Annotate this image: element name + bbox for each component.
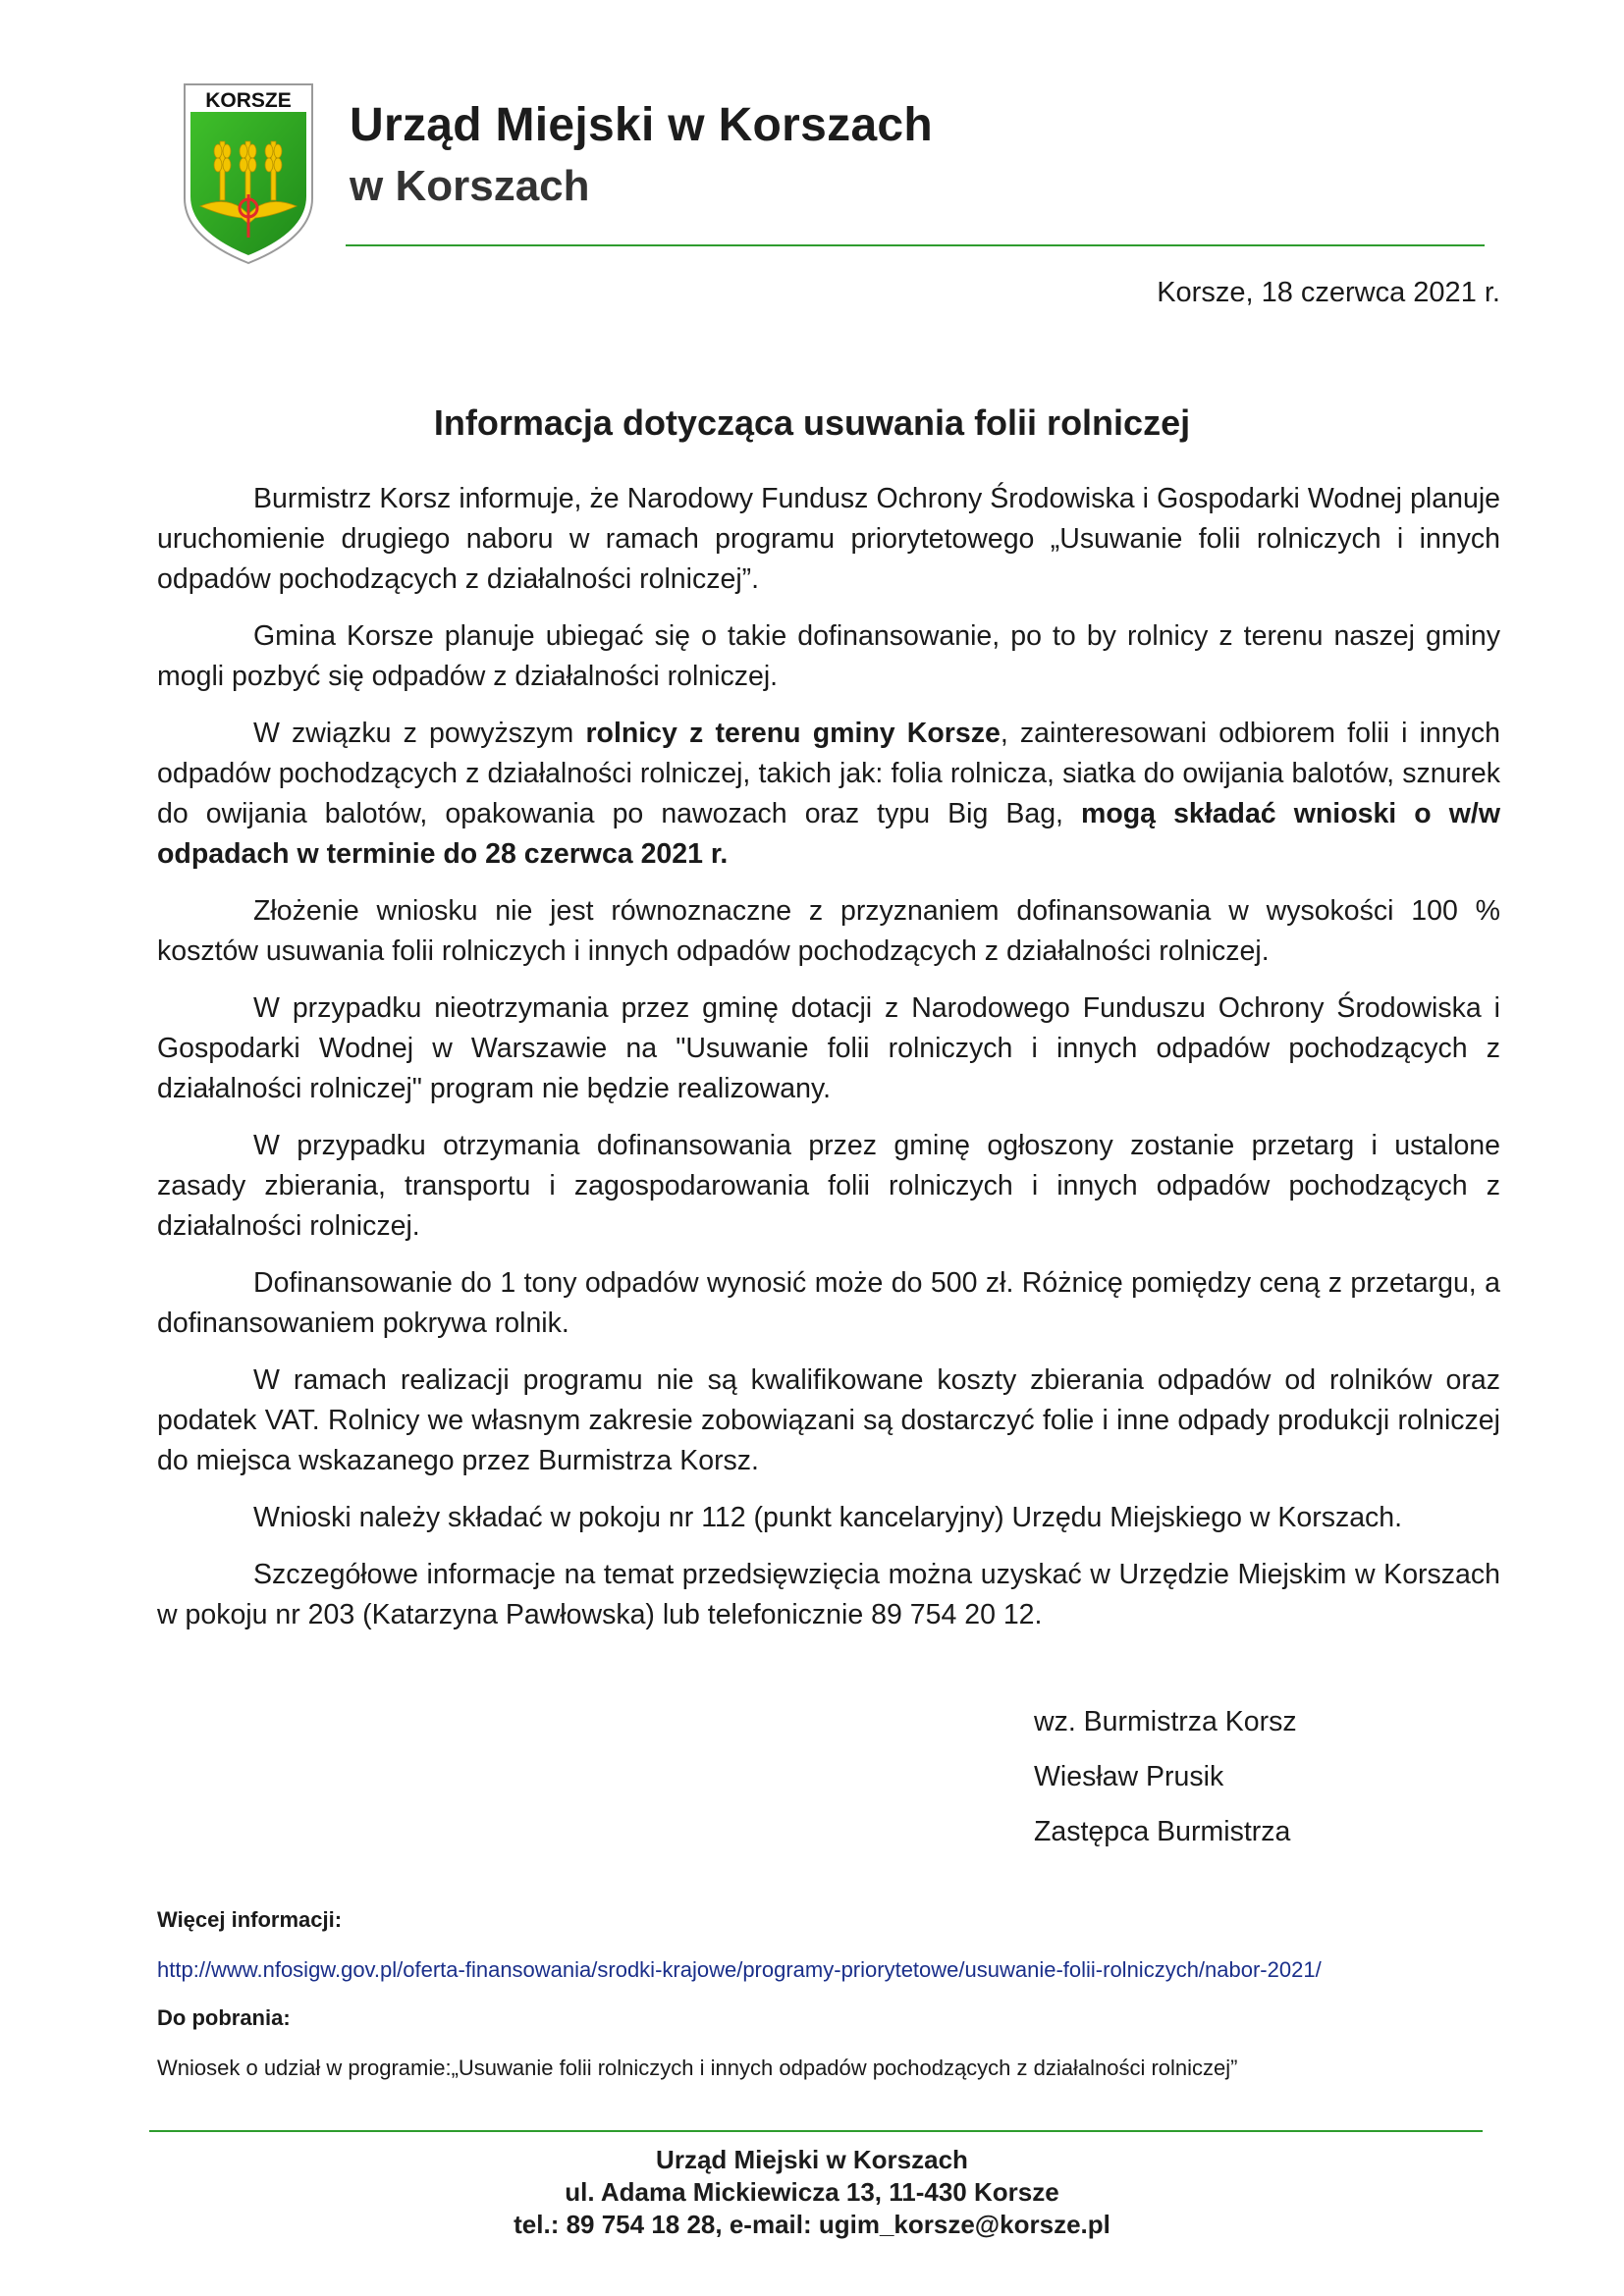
signature-name: Wiesław Prusik <box>1034 1761 1224 1792</box>
footer-office-name: Urząd Miejski w Korszach <box>656 2145 968 2174</box>
document-body <box>157 479 1500 1652</box>
more-info-label: Więcej informacji: <box>157 1907 343 1932</box>
paragraph-1: Burmistrz Korsz informuje, że Narodowy Fundusz Ochrony Środowiska i Gospodarki Wodnej planuje uruchomienie drugiego naboru w ramach programu priorytetowego „Usuwanie folii rolniczych i innych odpadów pochodzących z działalności rolniczej”. <box>157 483 1500 595</box>
paragraph-5: W przypadku nieotrzymania przez gminę dotacji z Narodowego Funduszu Ochrony Środowiska i Gospodarki Wodnej w Warszawie na "Usuwanie folii rolniczych i innych odpadów pochodzących z działalności rolniczej" program nie będzie realizowany. <box>157 992 1500 1104</box>
nfosigw-program-link[interactable]: http://www.nfosigw.gov.pl/oferta-finansowania/srodki-krajowe/programy-priorytetowe/usuwanie-folii-rolniczych/nabor-2021/ <box>157 1957 1322 1982</box>
document-date: Korsze, 18 czerwca 2021 r. <box>1157 277 1500 308</box>
header-divider <box>346 244 1485 246</box>
korsze-coat-of-arms-logo <box>181 80 316 267</box>
paragraph-7: Dofinansowanie do 1 tony odpadów wynosić może do 500 zł. Różnicę pomiędzy ceną z przetargu, a dofinansowaniem pokrywa rolnik. <box>157 1267 1500 1339</box>
paragraph-6: W przypadku otrzymania dofinansowania przez gminę ogłoszony zostanie przetarg i ustalone zasady zbierania, transportu i zagospodarowania folii rolniczych i innych odpadów pochodzących z działalności rolniczej. <box>157 1130 1500 1242</box>
logo-text: KORSZE <box>205 89 292 112</box>
paragraph-3 <box>157 714 1500 875</box>
paragraph-3-text-c: , zainteresowani odbiorem folii i innych odpadów pochodzących z działalności rolniczej, takich jak: folia rolnicza, siatka do owijania balotów, sznurek do owijania balotów, opakowania po nawozach oraz typu Big Bag, <box>157 718 1500 829</box>
paragraph-3-text-a: W związku z powyższym <box>253 718 586 749</box>
footer-divider <box>149 2130 1483 2132</box>
paragraph-8: W ramach realizacji programu nie są kwalifikowane koszty zbierania odpadów od rolników oraz podatek VAT. Rolnicy we własnym zakresie zobowiązani są dostarczyć folie i inne odpady produkcji rolniczej do miejsca wskazanego przez Burmistrza Korsz. <box>157 1364 1500 1476</box>
office-title: Urząd Miejski w Korszach <box>350 99 934 151</box>
paragraph-9: Wnioski należy składać w pokoju nr 112 (punkt kancelaryjny) Urzędu Miejskiego w Korszach. <box>253 1502 1403 1533</box>
footer-address: ul. Adama Mickiewicza 13, 11-430 Korsze <box>565 2177 1059 2207</box>
signature-line-1: wz. Burmistrza Korsz <box>1034 1706 1297 1737</box>
download-label: Do pobrania: <box>157 2005 291 2030</box>
signature-role: Zastępca Burmistrza <box>1034 1816 1291 1847</box>
paragraph-4: Złożenie wniosku nie jest równoznaczne z przyznaniem dofinansowania w wysokości 100 % kosztów usuwania folii rolniczych i innych odpadów pochodzących z działalności rolniczej. <box>157 895 1500 967</box>
paragraph-3-bold-farmers: rolnicy z terenu gminy Korsze <box>585 718 1001 749</box>
download-application-item[interactable]: Wniosek o udział w programie:„Usuwanie folii rolniczych i innych odpadów pochodzących z działalności rolniczej” <box>157 2056 1238 2080</box>
paragraph-10: Szczegółowe informacje na temat przedsięwzięcia można uzyskać w Urzędzie Miejskim w Korszach w pokoju nr 203 (Katarzyna Pawłowska) lub telefonicznie 89 754 20 12. <box>157 1559 1500 1630</box>
signature-block <box>1034 1694 1297 1859</box>
document-title: Informacja dotycząca usuwania folii rolniczej <box>433 402 1191 443</box>
footer-phone-email: tel.: 89 754 18 28, e-mail: ugim_korsze@korsze.pl <box>514 2210 1110 2239</box>
office-subtitle: w Korszach <box>350 162 590 210</box>
paragraph-3-bold-deadline: mogą składać wnioski o w/w odpadach w terminie do 28 czerwca 2021 r. <box>157 798 1500 870</box>
paragraph-2: Gmina Korsze planuje ubiegać się o takie dofinansowanie, po to by rolnicy z terenu naszej gminy mogli pozbyć się odpadów z działalności rolniczej. <box>157 620 1500 692</box>
footer-contact <box>0 2144 1624 2241</box>
